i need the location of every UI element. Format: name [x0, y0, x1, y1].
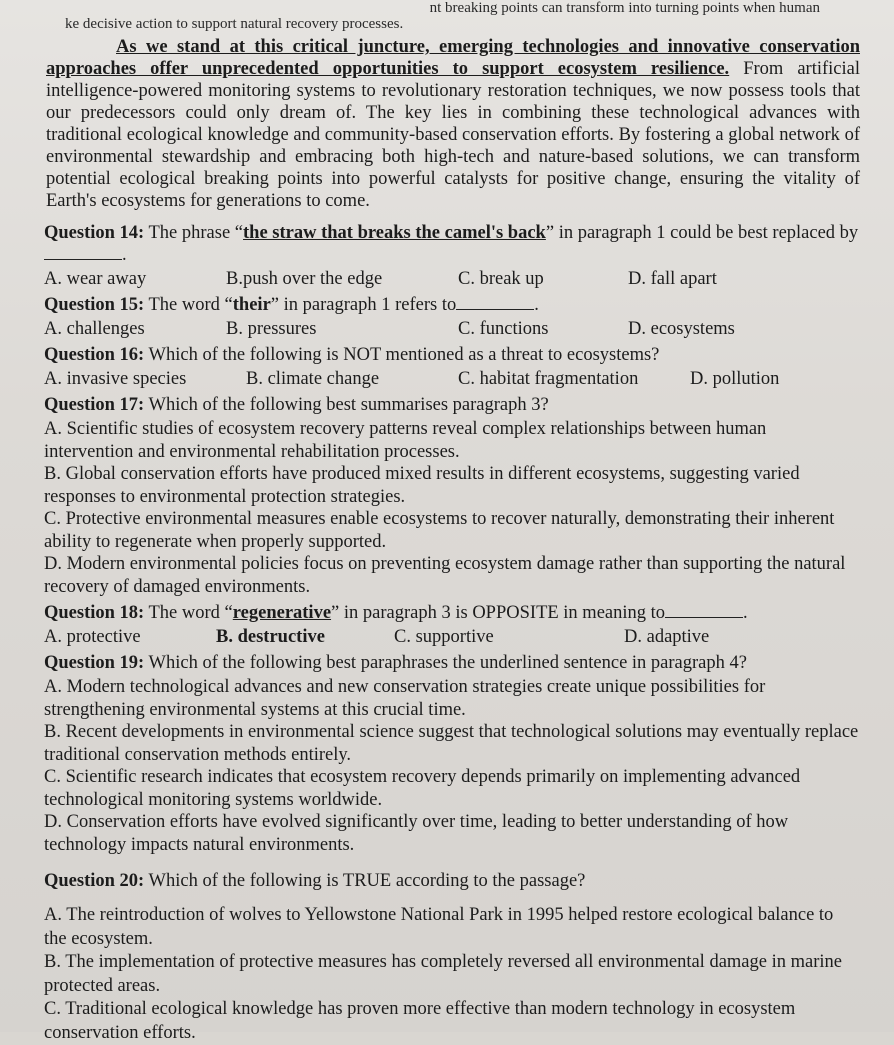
question-20-stem-text: Which of the following is TRUE according to the passage?	[144, 871, 586, 891]
question-17-stem	[44, 394, 860, 416]
option-d[interactable]: D. Modern environmental policies focus on preventing ecosystem damage rather than supporting the natural recovery of damaged environments.	[44, 554, 846, 597]
option-a[interactable]: A. Modern technological advances and new conservation strategies create unique possibilities for strengthening environmental systems at this crucial time.	[44, 677, 766, 720]
question-15-stem-text-2: ” in paragraph 1 refers to	[270, 295, 457, 315]
question-14-options	[44, 268, 860, 290]
fragment-line-1: nt breaking points can transform into turning points when human	[429, 0, 820, 16]
question-18-stem-text: The word “	[144, 603, 233, 623]
option-d[interactable]: D. adaptive	[624, 627, 710, 647]
option-b[interactable]: B.push over the edge	[226, 269, 383, 289]
question-19-stem	[44, 652, 860, 674]
question-14-stem-text-2: ” in paragraph 1 could be best replaced by	[545, 223, 859, 243]
option-c[interactable]: C. habitat fragmentation	[458, 369, 639, 389]
question-14-stem	[44, 222, 860, 266]
underlined-sentence: As we stand at this critical juncture, emerging technologies and innovative conservation approaches offer unprecedented opportunities to support ecosystem resilience.	[46, 37, 860, 79]
option-a[interactable]: A. Scientific studies of ecosystem recovery patterns reveal complex relationships between human intervention and environmental rehabilitation processes.	[44, 419, 767, 462]
option-c[interactable]: C. functions	[458, 319, 549, 339]
option-c[interactable]: C. Scientific research indicates that ecosystem recovery depends primarily on implementing advanced technological monitoring systems worldwide.	[44, 767, 801, 810]
option-a[interactable]: A. The reintroduction of wolves to Yellowstone National Park in 1995 helped restore ecological balance to the ecosystem.	[44, 905, 834, 949]
option-d[interactable]: D. fall apart	[628, 269, 717, 289]
question-17-options	[44, 418, 860, 598]
question-15-label: Question 15:	[44, 295, 145, 315]
question-15	[30, 294, 860, 340]
option-d[interactable]: D. ecosystems	[628, 319, 735, 339]
option-c[interactable]: C. break up	[458, 269, 544, 289]
question-20-label: Question 20:	[44, 871, 145, 891]
question-14-stem-text: The phrase “	[144, 223, 244, 243]
question-18-word: regenerative	[232, 603, 332, 623]
paragraph-4	[46, 36, 860, 212]
question-15-stem-end: .	[534, 295, 539, 315]
question-16	[30, 344, 860, 390]
question-18-stem-end: .	[743, 603, 748, 623]
question-16-label: Question 16:	[44, 345, 145, 365]
question-19-options	[44, 676, 860, 856]
option-a[interactable]: A. wear away	[44, 269, 147, 289]
question-18-stem	[44, 602, 860, 624]
question-16-stem	[44, 344, 860, 366]
question-15-options	[44, 318, 860, 340]
question-16-stem-text: Which of the following is NOT mentioned as a threat to ecosystems?	[144, 345, 660, 365]
question-18-label: Question 18:	[44, 603, 145, 623]
option-d[interactable]: D. pollution	[690, 369, 780, 389]
question-14-label: Question 14:	[44, 223, 145, 243]
option-b[interactable]: B. climate change	[246, 369, 380, 389]
option-b[interactable]: B. Recent developments in environmental science suggest that technological solutions may eventually replace traditional conservation methods entirely.	[44, 722, 859, 765]
cut-off-previous-paragraph	[30, 0, 860, 32]
fragment-line-2: ke decisive action to support natural recovery processes.	[65, 16, 404, 32]
option-c[interactable]: C. Traditional ecological knowledge has proven more effective than modern technology in ecosystem conservation efforts.	[44, 999, 796, 1043]
question-18-stem-text-2: ” in paragraph 3 is OPPOSITE in meaning to	[331, 603, 666, 623]
answer-blank	[456, 295, 534, 310]
question-20-stem	[44, 870, 860, 892]
question-19-label: Question 19:	[44, 653, 145, 673]
option-b[interactable]: B. destructive	[216, 627, 325, 647]
question-16-options	[44, 368, 860, 390]
paragraph-4-rest: From artificial intelligence-powered monitoring systems to revolutionary restoration techniques, we now possess tools that our predecessors could only dream of. The key lies in combining these technological advances with traditional ecological knowledge and community-based conservation efforts. By fostering a global network of environmental stewardship and embracing both high-tech and nature-based solutions, we can transform potential ecological breaking points into powerful catalysts for positive change, ensuring the vitality of Earth's ecosystems for generations to come.	[46, 59, 861, 211]
question-17	[30, 394, 860, 598]
question-15-word: their	[232, 295, 271, 315]
option-a[interactable]: A. protective	[44, 627, 141, 647]
option-b[interactable]: B. The implementation of protective measures has completely reversed all environmental damage in marine protected areas.	[44, 952, 842, 996]
question-14	[30, 222, 860, 290]
option-c[interactable]: C. Protective environmental measures enable ecosystems to recover naturally, demonstrating their inherent ability to regenerate when properly supported.	[44, 509, 835, 552]
question-15-stem-text: The word “	[144, 295, 233, 315]
option-c[interactable]: C. supportive	[394, 627, 494, 647]
option-b[interactable]: B. Global conservation efforts have produced mixed results in different ecosystems, suggesting varied responses to environmental protection strategies.	[44, 464, 800, 507]
question-17-stem-text: Which of the following best summarises paragraph 3?	[144, 395, 549, 415]
option-a[interactable]: A. invasive species	[44, 369, 187, 389]
question-19	[30, 652, 860, 856]
answer-blank	[665, 603, 743, 618]
question-20	[30, 870, 860, 1045]
question-18-options	[44, 626, 860, 648]
question-19-stem-text: Which of the following best paraphrases the underlined sentence in paragraph 4?	[144, 653, 747, 673]
answer-blank	[44, 245, 122, 260]
option-d[interactable]: D. Conservation efforts have evolved significantly over time, leading to better understanding of how technology impacts natural environments.	[44, 812, 789, 855]
option-b[interactable]: B. pressures	[226, 319, 317, 339]
question-14-stem-end: .	[122, 245, 127, 265]
option-a[interactable]: A. challenges	[44, 319, 145, 339]
question-17-label: Question 17:	[44, 395, 145, 415]
question-20-options	[44, 904, 860, 1045]
question-15-stem	[44, 294, 860, 316]
question-18	[30, 602, 860, 648]
question-14-phrase: the straw that breaks the camel's back	[243, 223, 546, 243]
